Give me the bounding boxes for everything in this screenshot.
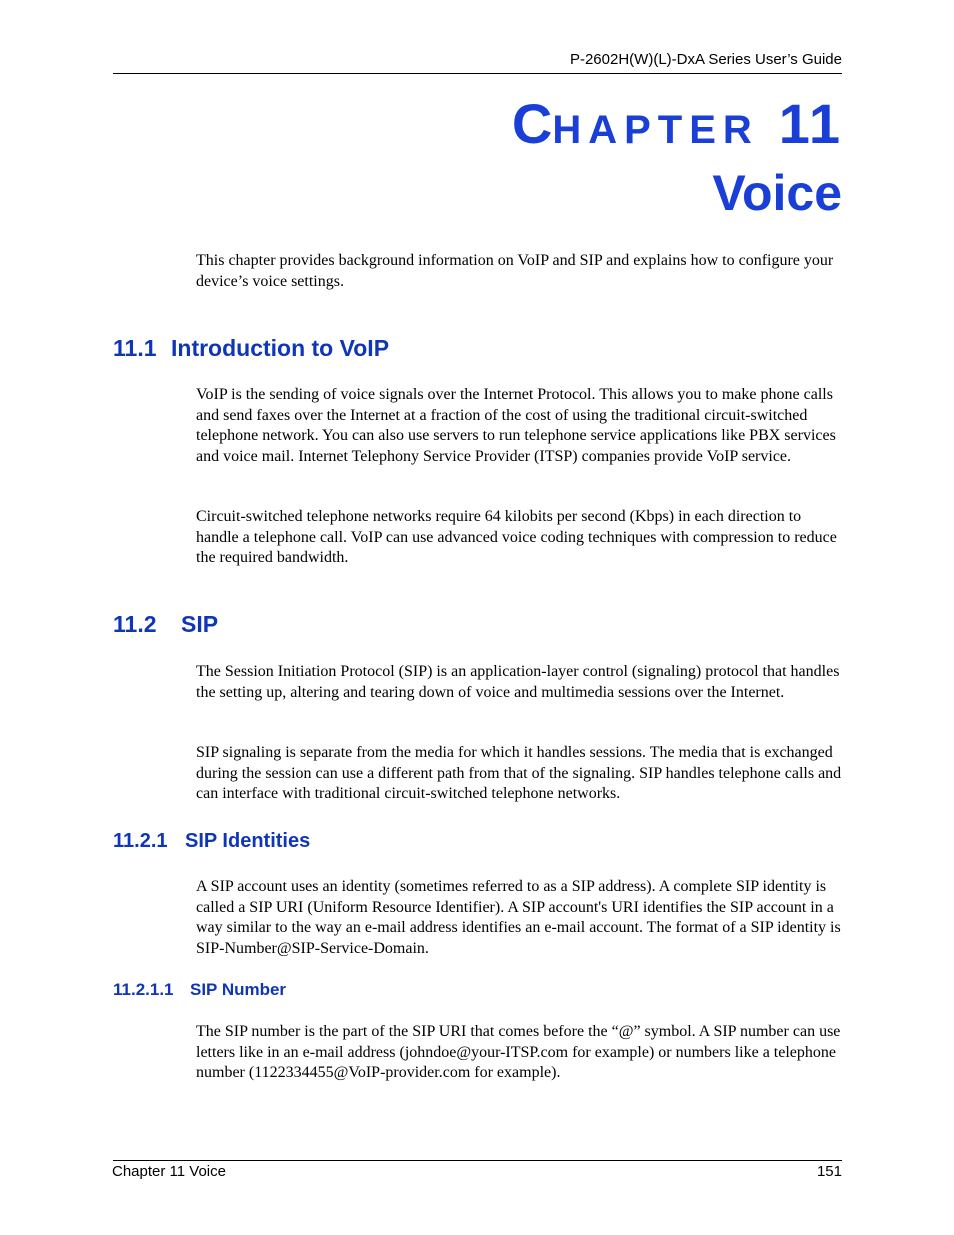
paragraph: The SIP number is the part of the SIP URI that comes before the “@” symbol. A SIP number can use letters like in an e-mail address (johndoe@your-ITSP.com for example) or numbers like a telephone number (1122334455@VoIP-provider.com for example). <box>196 1023 841 1081</box>
chapter-label-initial: C <box>511 92 553 155</box>
section-number: 11.2 <box>113 611 157 637</box>
paragraph: A SIP account uses an identity (sometimes referred to as a SIP address). A complete SIP identity is called a SIP URI (Uniform Resource Identifier). A SIP account's URI identifies the SIP account in a way similar to the way an e-mail address identifies an e-mail account. The format of a SIP identity is SIP-Number@SIP-Service-Domain. <box>196 878 841 957</box>
subsection-title: SIP Identities <box>185 830 311 852</box>
section-title: Introduction to VoIP <box>171 335 390 361</box>
subsubsection-number: 11.2.1.1 <box>113 980 174 999</box>
section-title: SIP <box>181 611 219 637</box>
section-heading-11-2 <box>113 611 218 638</box>
chapter-label <box>511 92 842 155</box>
subsubsection-title: SIP Number <box>190 980 287 999</box>
subsection-heading-11-2-1 <box>113 830 310 853</box>
paragraph: SIP signaling is separate from the media for which it handles sessions. The media that is exchanged during the session can use a different path from that of the signaling. SIP handles telephone calls and can interface with traditional circuit-switched telephone networks. <box>196 744 842 802</box>
paragraph: The Session Initiation Protocol (SIP) is an application-layer control (signaling) protocol that handles the setting up, altering and tearing down of voice and multimedia sessions over the Internet. <box>196 663 840 701</box>
chapter-intro: This chapter provides background information on VoIP and SIP and explains how to configure your device’s voice settings. <box>196 252 834 290</box>
header-divider <box>113 73 842 74</box>
paragraph: Circuit-switched telephone networks require 64 kilobits per second (Kbps) in each direction to handle a telephone call. VoIP can use advanced voice coding techniques with compression to reduce the required bandwidth. <box>196 508 837 566</box>
chapter-title: Voice <box>712 165 842 221</box>
section-number: 11.1 <box>113 335 157 361</box>
page-number: 151 <box>816 1163 842 1180</box>
running-header: P-2602H(W)(L)-DxA Series User’s Guide <box>569 51 842 68</box>
chapter-number: 11 <box>778 92 842 155</box>
footer-chapter-label: Chapter 11 Voice <box>112 1163 226 1180</box>
paragraph: VoIP is the sending of voice signals over the Internet Protocol. This allows you to make phone calls and send faxes over the Internet at a fraction of the cost of using the traditional circuit-switched telephone network. You can also use servers to run telephone service applications like PBX services and voice mail. Internet Telephony Service Provider (ITSP) companies provide VoIP service. <box>196 386 836 465</box>
footer-divider <box>113 1160 842 1161</box>
subsubsection-heading-11-2-1-1 <box>113 980 286 1000</box>
chapter-label-rest: HAPTER <box>552 108 759 152</box>
section-heading-11-1 <box>113 335 389 362</box>
subsection-number: 11.2.1 <box>113 830 168 852</box>
